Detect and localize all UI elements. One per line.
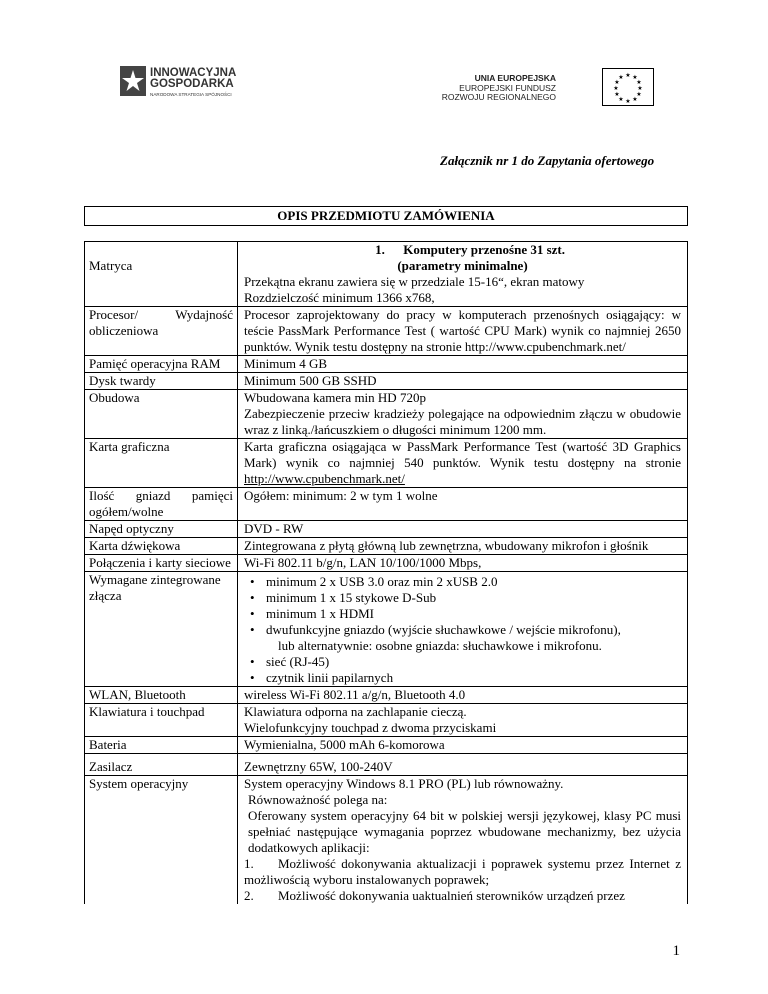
value-cell — [238, 307, 688, 356]
label-system: System operacyjny — [89, 776, 189, 791]
star-logo-icon — [120, 62, 148, 100]
table-row — [85, 776, 688, 905]
item-text: Możliwość dokonywania uaktualnień sterowników urządzeń przez — [278, 888, 625, 903]
table-row — [85, 572, 688, 687]
svg-text:★: ★ — [618, 96, 624, 103]
logo-innowacyjna-gospodarka — [120, 62, 260, 102]
value-cell — [238, 572, 688, 687]
label-matryca: Matryca — [89, 258, 133, 273]
procesor-link: http://www.cpubenchmark.net/ — [464, 339, 626, 354]
value-cell — [238, 555, 688, 572]
label-karta: Karta graficzna — [89, 439, 170, 454]
table-row — [85, 687, 688, 704]
value-cell — [238, 373, 688, 390]
table-row — [85, 555, 688, 572]
label-siec: Połączenia i karty sieciowe — [89, 555, 231, 570]
value-klawiatura-2: Wielofunkcyjny touchpad z dwoma przyciskami — [244, 720, 497, 735]
item-text: Możliwość dokonywania aktualizacji i poprawek systemu przez Internet z możliwością wyboru instalowanych poprawek; — [244, 856, 681, 887]
value-procesor: Procesor zaprojektowany do pracy w komputerach przenośnych osiągający: w teście PassMark Performance Test ( wartość CPU Mark) wynik co najmniej 2650 punktów. Wynik testu dostępny na stronie — [244, 307, 681, 354]
label-cell — [85, 242, 238, 307]
label-cell — [85, 390, 238, 439]
label-wlan: WLAN, Bluetooth — [89, 687, 186, 702]
label-ram: Pamięć operacyjna RAM — [89, 356, 221, 371]
logo-eu-fund — [441, 66, 662, 106]
label-cell — [85, 488, 238, 521]
section-header — [244, 242, 681, 274]
table-row — [85, 521, 688, 538]
label-cell — [85, 307, 238, 356]
label-cell — [85, 704, 238, 737]
value-cell — [238, 704, 688, 737]
eu-flag-icon — [602, 68, 654, 106]
label-dzwiek: Karta dźwiękowa — [89, 538, 181, 553]
connector-audio: dwufunkcyjne gniazdo (wyjście słuchawkowe / wejście mikrofonu), — [266, 622, 621, 637]
value-cell — [238, 356, 688, 373]
label-cell — [85, 538, 238, 555]
value-ram: Minimum 4 GB — [244, 356, 328, 371]
section-title: Komputery przenośne 31 szt. — [403, 242, 565, 257]
value-system-1: System operacyjny Windows 8.1 PRO (PL) lub równoważny. — [244, 776, 564, 791]
value-cell — [238, 754, 688, 776]
value-obudowa-2: Zabezpieczenie przeciw kradzieży polegające na odpowiednim złączu w obudowie wraz z linką./łańcuszkiem o długości minimum 1200 mm. — [244, 406, 681, 437]
label-cell — [85, 687, 238, 704]
logo-left-line1: INNOWACYJNA — [150, 67, 237, 79]
label-dysk: Dysk twardy — [89, 373, 156, 388]
svg-text:★: ★ — [636, 91, 642, 98]
annex-title: Załącznik nr 1 do Zapytania ofertowego — [440, 153, 655, 168]
value-matryca-1: Przekątna ekranu zawiera się w przedziale 15-16“, ekran matowy — [244, 274, 585, 289]
value-cell — [238, 390, 688, 439]
value-cell — [238, 242, 688, 307]
svg-text:★: ★ — [614, 91, 620, 98]
label-naped: Napęd optyczny — [89, 521, 174, 536]
table-row — [85, 439, 688, 488]
svg-text:★: ★ — [632, 96, 638, 103]
item-number: 1. — [244, 856, 254, 871]
value-cell — [238, 776, 688, 905]
table-row — [85, 538, 688, 555]
table-row — [85, 488, 688, 521]
page-number: 1 — [672, 943, 680, 959]
list-item: • czytnik linii papilarnych — [266, 670, 681, 686]
label-zlacza: Wymagane zintegrowane złącza — [89, 572, 221, 603]
value-system-3: Oferowany system operacyjny 64 bit w polskiej wersji językowej, klasy PC musi spełniać następujące wymagania poprzez wbudowane mechanizmy, bez użycia dodatkowych aplikacji: — [248, 808, 681, 855]
value-klawiatura-1: Klawiatura odporna na zachlapanie cieczą. — [244, 704, 467, 719]
label-cell — [85, 373, 238, 390]
list-item: • minimum 2 x USB 3.0 oraz min 2 xUSB 2.0 — [266, 574, 681, 590]
value-wlan: wireless Wi-Fi 802.11 a/g/n, Bluetooth 4.0 — [244, 687, 466, 702]
logo-left-line2: GOSPODARKA — [150, 78, 234, 90]
connector-audio-alt: lub alternatywnie: osobne gniazda: słuchawkowe i mikrofonu. — [278, 638, 602, 653]
label-pamiec: Ilość gniazd pamięci ogółem/wolne — [89, 488, 233, 519]
spec-table — [84, 241, 688, 904]
label-cell — [85, 776, 238, 905]
value-cell — [238, 687, 688, 704]
label-procesor: Procesor/ Wydajność obliczeniowa — [89, 307, 233, 338]
value-cell — [238, 538, 688, 555]
value-cell — [238, 439, 688, 488]
label-bateria: Bateria — [89, 737, 127, 752]
label-obudowa: Obudowa — [89, 390, 140, 405]
logo-left-line3: NARODOWA STRATEGIA SPÓJNOŚCI — [150, 92, 232, 97]
table-row — [85, 754, 688, 776]
document-title: OPIS PRZEDMIOTU ZAMÓWIENIA — [84, 206, 688, 226]
svg-text:★: ★ — [618, 74, 624, 81]
value-naped: DVD - RW — [244, 521, 304, 536]
eu-line1: UNIA EUROPEJSKA — [474, 73, 556, 83]
eu-line3: ROZWOJU REGIONALNEGO — [441, 92, 556, 102]
connectors-list — [244, 574, 681, 686]
karta-link[interactable]: http://www.cpubenchmark.net/ — [244, 471, 405, 486]
value-cell — [238, 737, 688, 754]
item-number: 2. — [244, 888, 254, 903]
label-cell — [85, 754, 238, 776]
table-row — [85, 356, 688, 373]
value-obudowa-1: Wbudowana kamera min HD 720p — [244, 390, 426, 405]
list-item — [266, 622, 681, 654]
value-pamiec: Ogółem: minimum: 2 w tym 1 wolne — [244, 488, 438, 503]
label-cell — [85, 356, 238, 373]
value-system-2: Równoważność polega na: — [248, 792, 388, 807]
svg-text:★: ★ — [625, 98, 631, 105]
table-row — [85, 307, 688, 356]
value-cell — [238, 488, 688, 521]
table-row — [85, 737, 688, 754]
label-cell — [85, 521, 238, 538]
table-row — [85, 704, 688, 737]
value-siec: Wi-Fi 802.11 b/g/n, LAN 10/100/1000 Mbps, — [244, 555, 482, 570]
value-bateria: Wymienialna, 5000 mAh 6-komorowa — [244, 737, 445, 752]
value-karta: Karta graficzna osiągająca w PassMark Performance Test (wartość 3D Graphics Mark) wynik co najmniej 540 punktów. Wynik testu dostępny na stronie — [244, 439, 681, 470]
svg-text:★: ★ — [625, 72, 631, 79]
label-cell — [85, 572, 238, 687]
eu-line2: EUROPEJSKI FUNDUSZ — [459, 82, 556, 93]
list-item: • sieć (RJ-45) — [266, 654, 681, 670]
eu-text — [442, 74, 556, 103]
list-item: • minimum 1 x HDMI — [266, 606, 681, 622]
label-klawiatura: Klawiatura i touchpad — [89, 704, 205, 719]
value-system-5 — [244, 888, 681, 904]
svg-text:★: ★ — [636, 79, 642, 86]
section-number: 1. — [375, 242, 385, 257]
label-cell — [85, 439, 238, 488]
value-dzwiek: Zintegrowana z płytą główną lub zewnętrzna, wbudowany mikrofon i głośnik — [244, 538, 649, 553]
value-dysk: Minimum 500 GB SSHD — [244, 373, 377, 388]
value-system-4 — [244, 856, 681, 888]
table-row — [85, 390, 688, 439]
svg-text:★: ★ — [632, 74, 638, 81]
table-row — [85, 373, 688, 390]
value-cell — [238, 521, 688, 538]
svg-text:★: ★ — [637, 85, 643, 92]
svg-text:★: ★ — [614, 79, 620, 86]
svg-text:★: ★ — [613, 85, 619, 92]
label-cell — [85, 737, 238, 754]
list-item: • minimum 1 x 15 stykowe D-Sub — [266, 590, 681, 606]
label-cell — [85, 555, 238, 572]
value-matryca-2: Rozdzielczość minimum 1366 x768, — [244, 290, 435, 305]
value-zasilacz: Zewnętrzny 65W, 100-240V — [244, 759, 393, 774]
label-zasilacz: Zasilacz — [89, 759, 133, 774]
table-row — [85, 242, 688, 307]
section-subtitle: (parametry minimalne) — [397, 258, 528, 273]
